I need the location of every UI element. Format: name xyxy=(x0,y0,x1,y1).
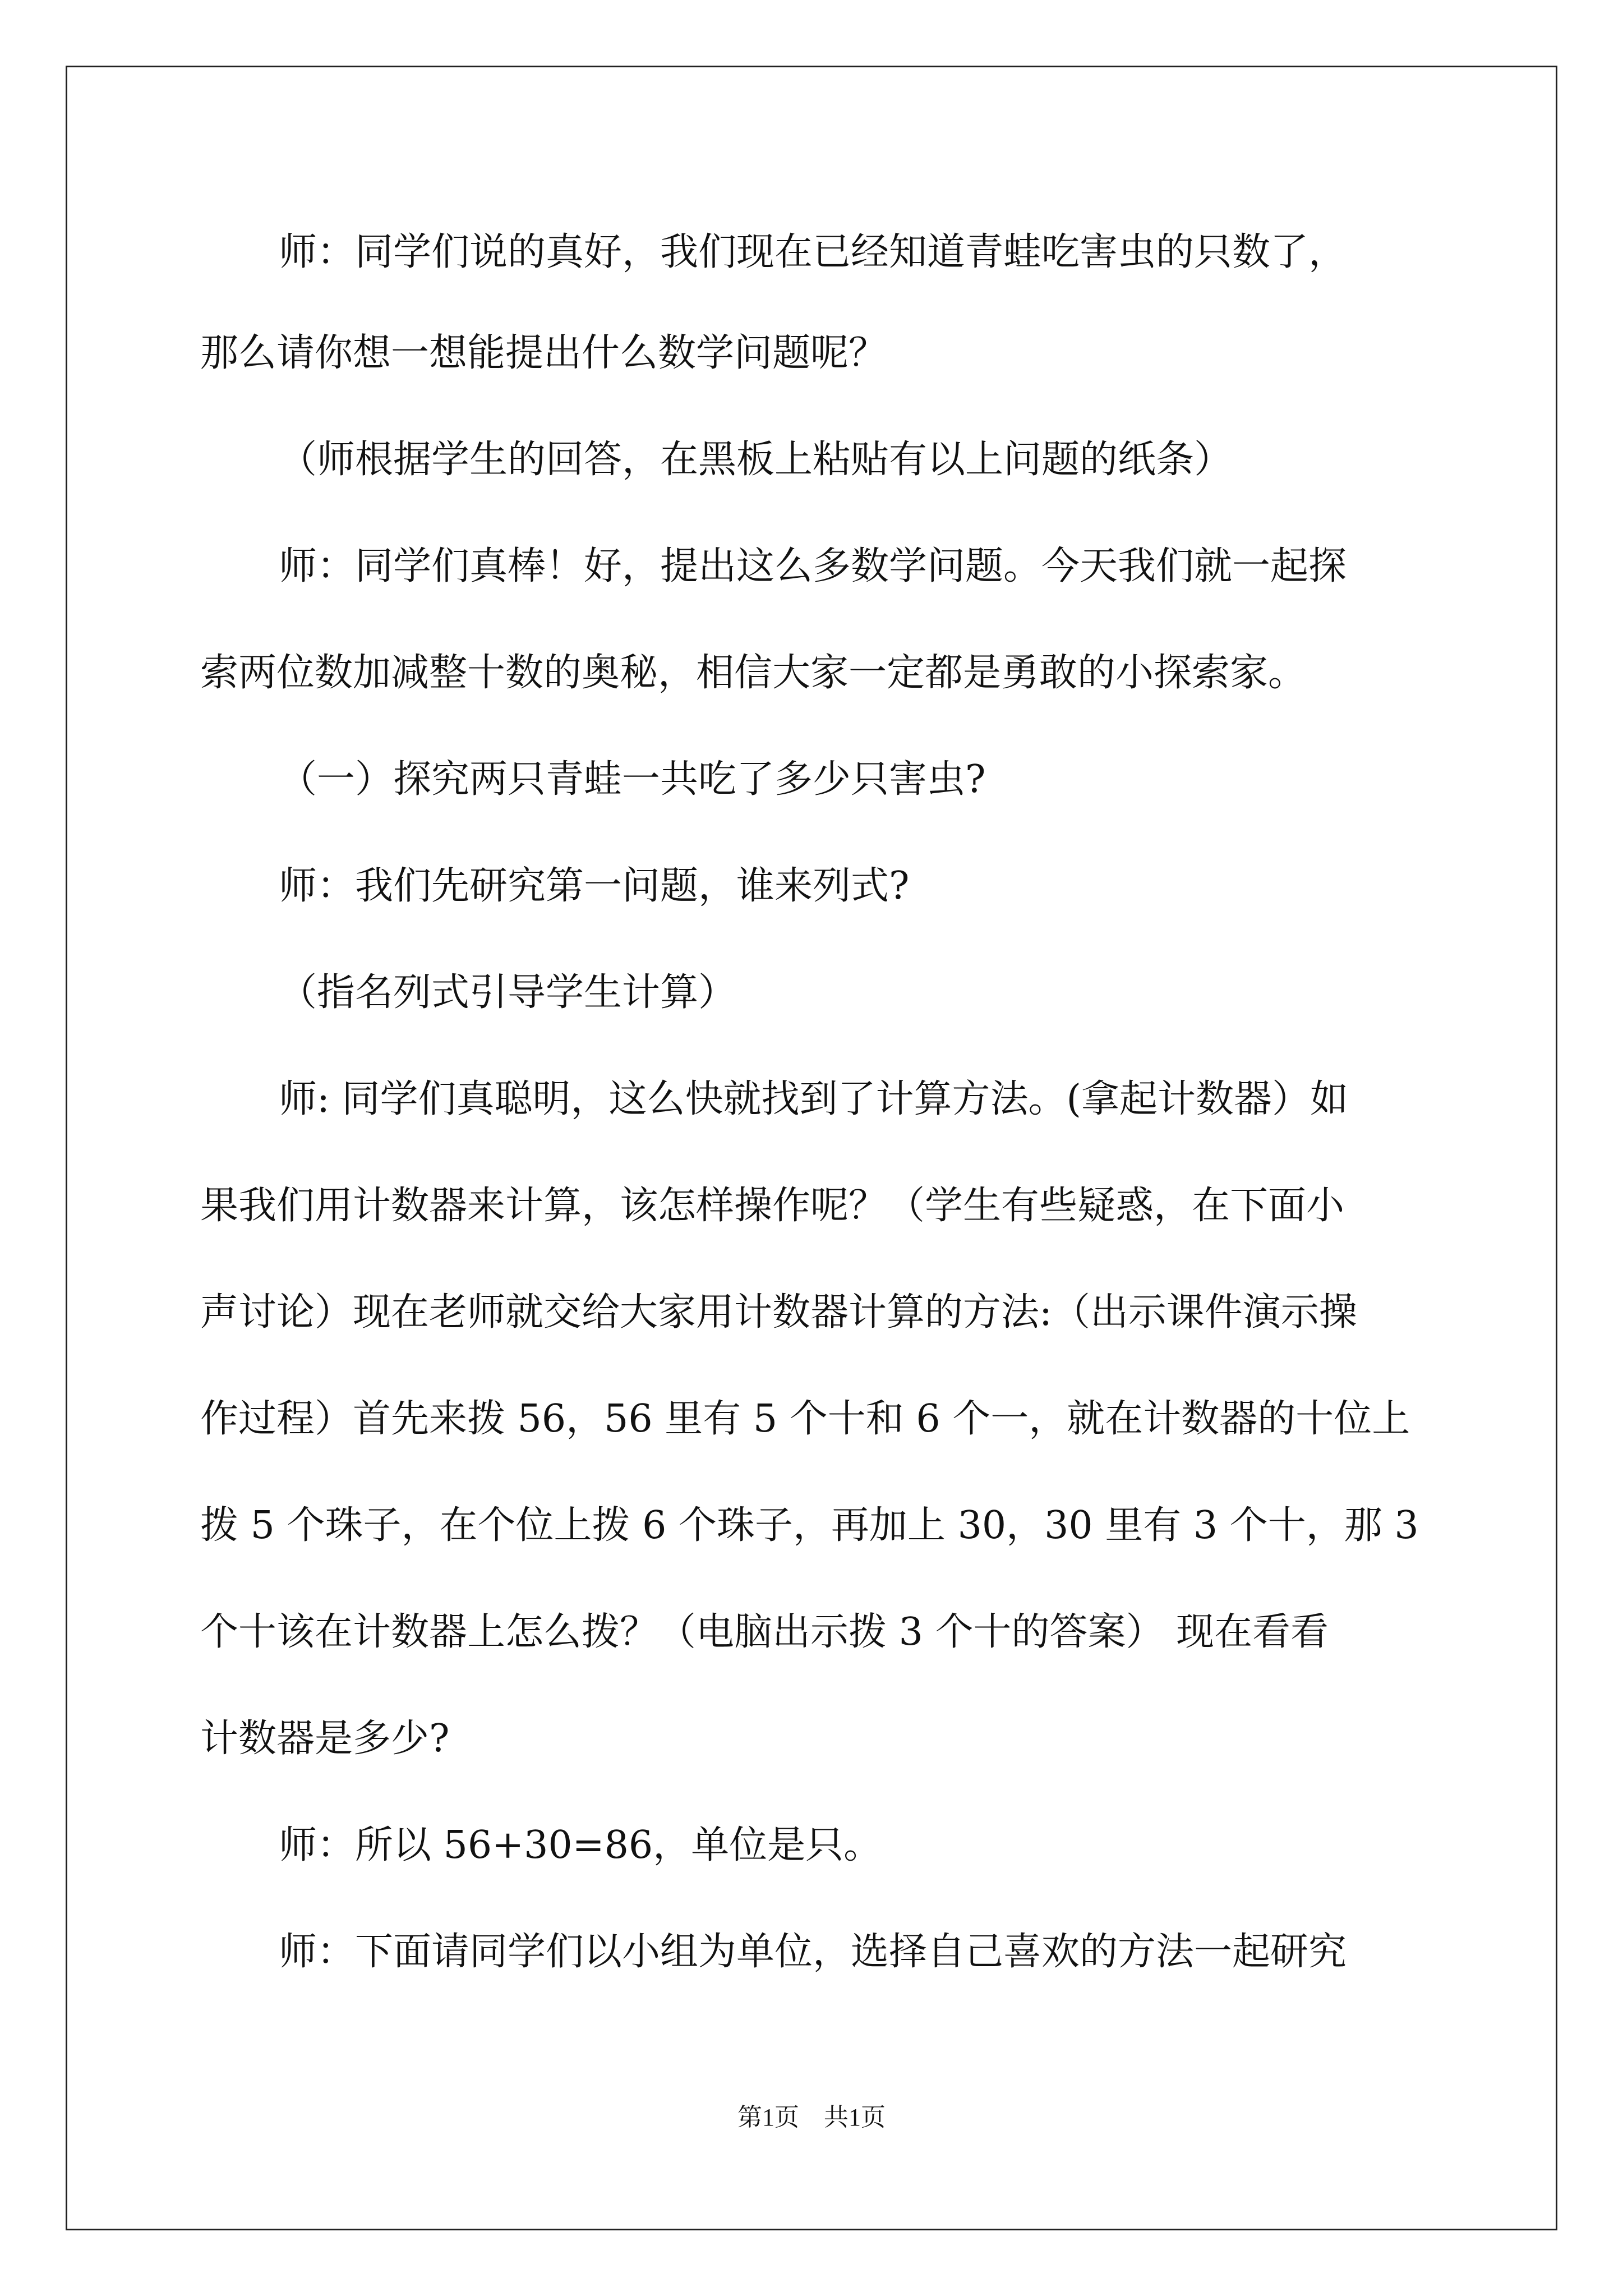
paragraph-line: 声讨论）现在老师就交给大家用计数器计算的方法:（出示课件演示操 xyxy=(200,1290,1357,1335)
paragraph-line: 个十该在计数器上怎么拨？（电脑出示拨 3 个十的答案） 现在看看 xyxy=(200,1610,1329,1654)
paragraph-line: （指名列式引导学生计算） xyxy=(279,970,737,1015)
paragraph-line: 师：我们先研究第一问题，谁来列式? xyxy=(279,864,910,908)
paragraph-line: 师：同学们真棒！好，提出这么多数学问题。今天我们就一起探 xyxy=(279,544,1347,588)
paragraph-line: 拨 5 个珠子，在个位上拨 6 个珠子，再加上 30，30 里有 3 个十，那 3 xyxy=(200,1503,1419,1548)
page-number-footer: 第1页 共1页 xyxy=(737,2104,886,2131)
page-border xyxy=(66,66,1557,2230)
paragraph-line: 师：所以 56+30=86，单位是只。 xyxy=(279,1823,882,1867)
paragraph-line: 师：下面请同学们以小组为单位，选择自己喜欢的方法一起研究 xyxy=(279,1930,1347,1974)
paragraph-line: 果我们用计数器来计算，该怎样操作呢？（学生有些疑惑，在下面小 xyxy=(200,1184,1345,1228)
paragraph-line: （一）探究两只青蛙一共吃了多少只害虫? xyxy=(279,757,986,802)
paragraph-line: （师根据学生的回答，在黑板上粘贴有以上问题的纸条） xyxy=(279,438,1233,482)
paragraph-line: 计数器是多少? xyxy=(200,1717,450,1761)
paragraph-line: 师：同学们说的真好，我们现在已经知道青蛙吃害虫的只数了， xyxy=(279,230,1347,274)
paragraph-line: 师: 同学们真聪明，这么快就找到了计算方法。(拿起计数器）如 xyxy=(279,1077,1349,1121)
paragraph-line: 索两位数加减整十数的奥秘，相信大家一定都是勇敢的小探索家。 xyxy=(200,651,1307,695)
paragraph-line: 作过程）首先来拨 56，56 里有 5 个十和 6 个一，就在计数器的十位上 xyxy=(200,1397,1410,1441)
paragraph-line: 那么请你想一想能提出什么数学问题呢？ xyxy=(200,331,887,375)
